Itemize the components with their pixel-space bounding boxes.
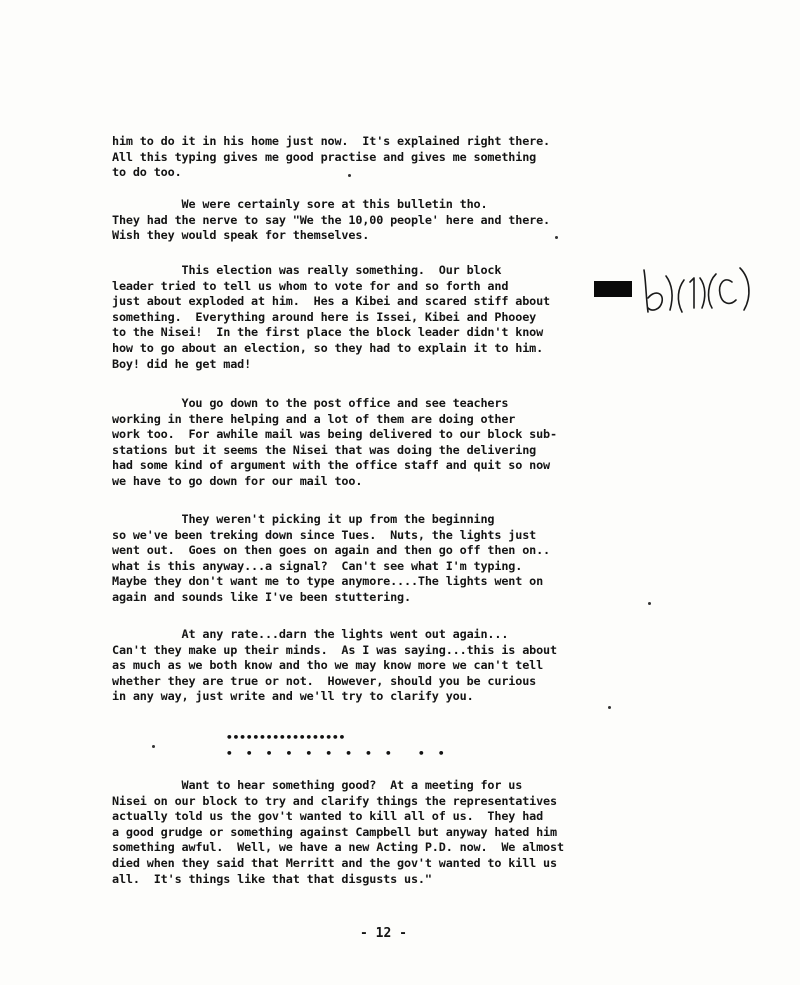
paragraph-1 <box>112 134 672 181</box>
text-line: something awful. Well, we have a new Acting P.D. now. We almost <box>112 840 564 855</box>
paragraph-3 <box>112 263 672 372</box>
text-line: Wish they would speak for themselves. <box>112 228 370 243</box>
scan-speck <box>648 602 651 605</box>
text-line: leader tried to tell us whom to vote for and so forth and <box>112 278 509 293</box>
text-line: stations but it seems the Nisei that was doing the delivering <box>112 442 537 457</box>
text-line: what is this anyway...a signal? Can't see what I'm typing. <box>112 558 523 573</box>
redaction-block <box>594 281 632 297</box>
scan-speck <box>555 236 558 239</box>
text-line: all. It's things like that that disgusts us." <box>112 871 432 886</box>
text-line: to the Nisei! In the first place the block leader didn't know <box>112 325 544 340</box>
scan-speck <box>608 706 611 709</box>
text-line: Maybe they don't want me to type anymore....The lights went on <box>112 574 544 589</box>
paragraph-5 <box>112 512 672 606</box>
text-line: again and sounds like I've been stuttering. <box>112 589 411 604</box>
text-line: Want to hear something good? At a meeting for us <box>112 778 523 792</box>
text-line: how to go about an election, so they had to explain it to him. <box>112 340 544 355</box>
text-line: something. Everything around here is Issei, Kibei and Phooey <box>112 309 537 324</box>
text-line: They had the nerve to say "We the 10,00 people' here and there. <box>112 212 550 227</box>
text-line: You go down to the post office and see teachers <box>112 396 509 410</box>
text-line: as much as we both know and tho we may know more we can't tell <box>112 658 544 673</box>
text-line: had some kind of argument with the office staff and quit so now <box>112 458 550 473</box>
text-line: just about exploded at him. Hes a Kibei and scared stiff about <box>112 294 550 309</box>
text-line: died when they said that Merritt and the gov't wanted to kill us <box>112 855 557 870</box>
text-line: Can't they make up their minds. As I was saying...this is about <box>112 642 557 657</box>
page-number: - 12 - <box>360 926 407 941</box>
scan-speck <box>152 745 155 748</box>
scan-speck <box>348 174 351 177</box>
separator-dots: •••••••••••••••••• <box>226 731 346 744</box>
paragraph-2 <box>112 197 672 244</box>
paragraph-7 <box>112 778 672 887</box>
text-line: went out. Goes on then goes on again and then go off then on.. <box>112 543 550 558</box>
text-line: work too. For awhile mail was being delivered to our block sub- <box>112 427 557 442</box>
text-line: a good grudge or something against Campbell but anyway hated him <box>112 824 557 839</box>
paragraph-4 <box>112 396 672 490</box>
text-line: All this typing gives me good practise and gives me something <box>112 149 537 164</box>
text-line: Nisei on our block to try and clarify things the representatives <box>112 793 557 808</box>
handwritten-redaction-note <box>640 262 760 322</box>
text-line: Boy! did he get mad! <box>112 356 252 371</box>
text-line: This election was really something. Our block <box>112 263 502 277</box>
separator-dots: • • • • • • • • • • • <box>226 747 445 760</box>
text-line: At any rate...darn the lights went out again... <box>112 627 509 641</box>
text-line: We were certainly sore at this bulletin tho. <box>112 197 488 211</box>
text-line: actually told us the gov't wanted to kill all of us. They had <box>112 809 544 824</box>
text-line: to do too. <box>112 165 182 180</box>
text-line: him to do it in his home just now. It's explained right there. <box>112 134 550 148</box>
paragraph-6 <box>112 627 672 705</box>
text-line: They weren't picking it up from the beginning <box>112 512 495 526</box>
text-line: we have to go down for our mail too. <box>112 473 363 488</box>
text-line: in any way, just write and we'll try to clarify you. <box>112 689 474 704</box>
text-line: working in there helping and a lot of them are doing other <box>112 411 516 426</box>
text-line: whether they are true or not. However, should you be curious <box>112 673 537 688</box>
text-line: so we've been treking down since Tues. Nuts, the lights just <box>112 527 537 542</box>
